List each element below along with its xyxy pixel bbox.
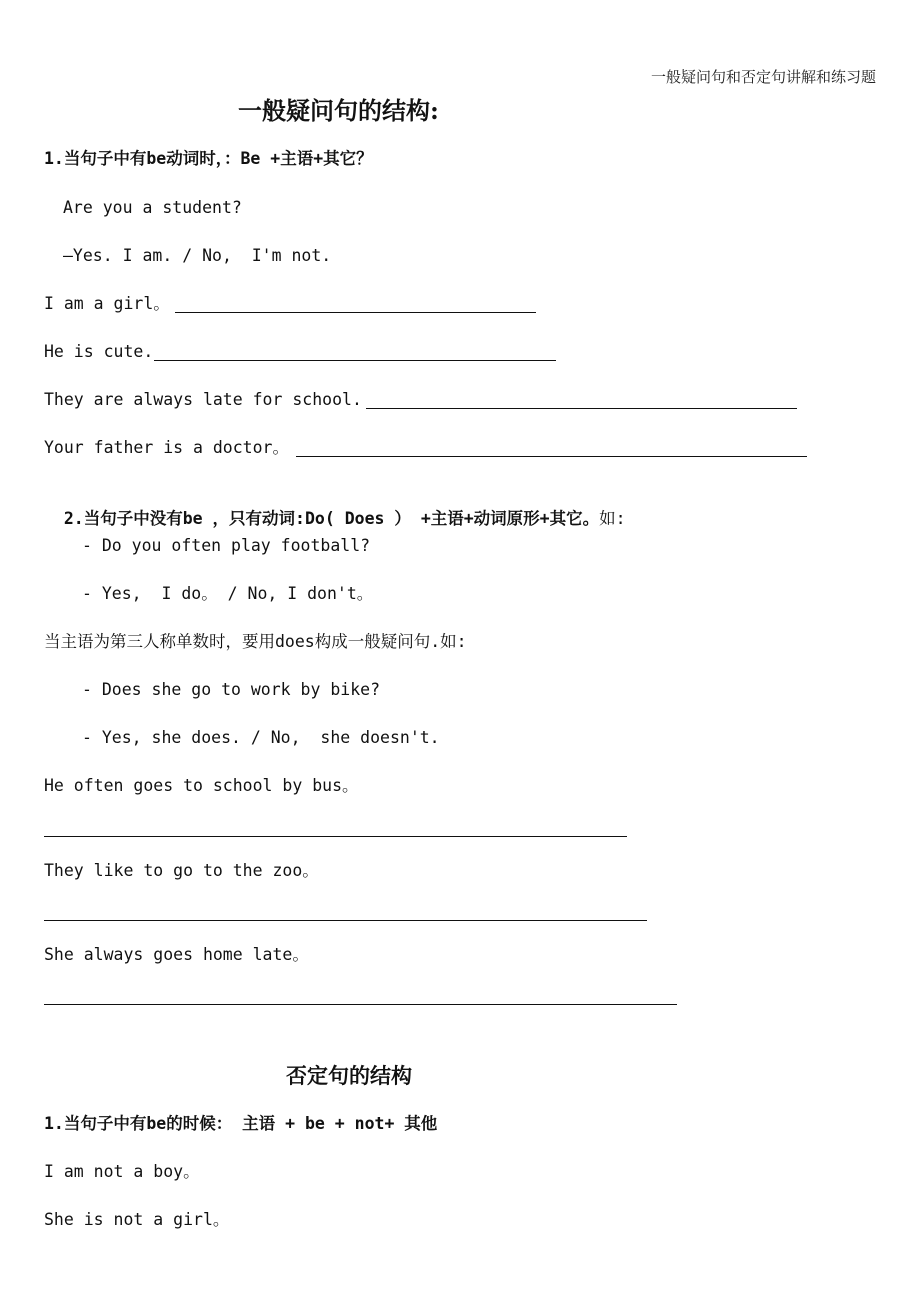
example-question: - Does she go to work by bike?	[82, 680, 381, 699]
rule-heading-suffix: 如:	[599, 509, 626, 528]
rule-heading-be-verb: 1.当句子中有be动词时，：Be +主语+其它？	[44, 149, 373, 168]
rule-heading-negative-be: 1.当句子中有be的时候： 主语 + be + not+ 其他	[44, 1114, 438, 1133]
exercise-sentence: They are always late for school.	[44, 390, 362, 409]
example-question: - Do you often play football?	[82, 536, 371, 555]
example-sentence: She is not a girl。	[44, 1210, 230, 1229]
example-question: Are you a student?	[63, 198, 242, 217]
example-answer: - Yes, she does. / No, she doesn't.	[82, 728, 440, 747]
section-title-negative-sentences: 否定句的结构	[286, 1063, 412, 1088]
exercise-sentence: Your father is a doctor。	[44, 438, 289, 457]
running-header: 一般疑问句和否定句讲解和练习题	[650, 68, 876, 86]
answer-blank[interactable]	[154, 360, 556, 361]
example-answer: - Yes, I do。 / No, I don't。	[82, 584, 374, 603]
exercise-sentence: They like to go to the zoo。	[44, 861, 319, 880]
exercise-sentence: He often goes to school by bus。	[44, 776, 359, 795]
exercise-sentence: I am a girl。	[44, 294, 170, 313]
answer-blank[interactable]	[44, 920, 647, 921]
third-person-note: 当主语为第三人称单数时，要用does构成一般疑问句.如:	[44, 632, 467, 651]
section-title-yes-no-questions: 一般疑问句的结构:	[238, 96, 439, 125]
rule-heading-do-does	[44, 486, 626, 530]
answer-blank[interactable]	[366, 408, 797, 409]
example-answer: —Yes. I am. / No, I'm not.	[63, 246, 332, 265]
rule-heading-text: 2.当句子中没有be ，只有动词:Do( Does ） +主语+动词原形+其它。	[63, 509, 600, 528]
answer-blank[interactable]	[44, 836, 627, 837]
answer-blank[interactable]	[44, 1004, 677, 1005]
example-sentence: I am not a boy。	[44, 1162, 200, 1181]
exercise-sentence: She always goes home late。	[44, 945, 309, 964]
answer-blank[interactable]	[296, 456, 807, 457]
answer-blank[interactable]	[175, 312, 536, 313]
exercise-sentence: He is cute.	[44, 342, 154, 361]
